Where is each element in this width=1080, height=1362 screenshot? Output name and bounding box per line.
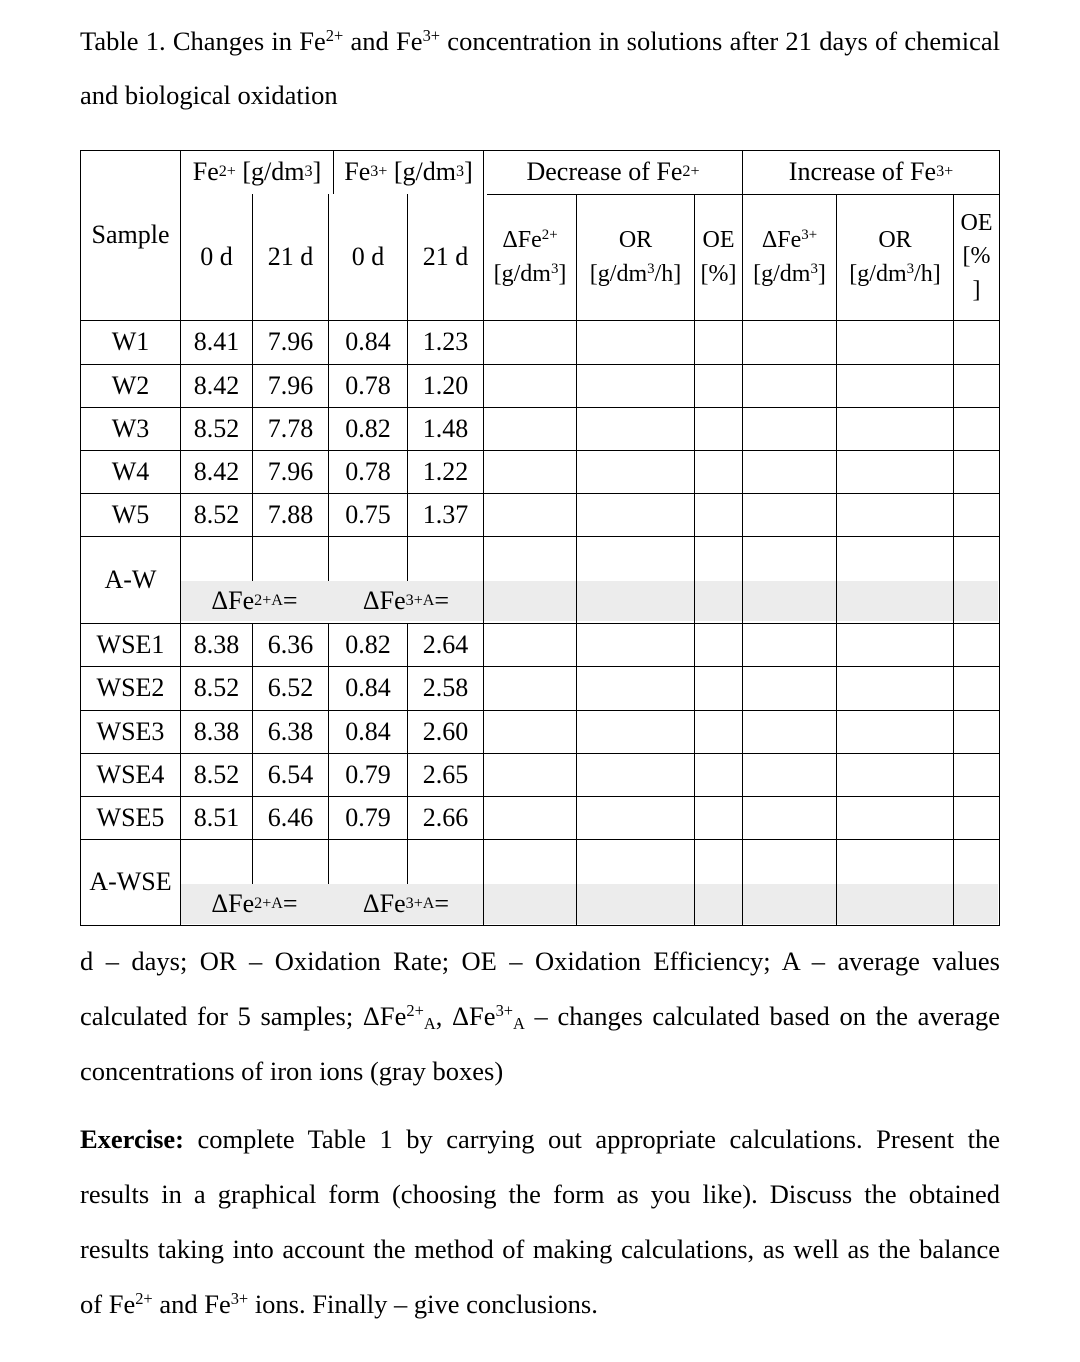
fe3-day21-value: 2.64 — [422, 629, 469, 659]
header-fe2-day0: 0 d — [200, 242, 233, 271]
fe2-day21-value: 7.88 — [267, 499, 314, 529]
fe3-day0-value: 0.79 — [345, 802, 391, 832]
header-oe-decrease: OE [%] — [700, 227, 737, 287]
exercise-paragraph: Exercise: complete Table 1 by carrying out appropriate calculations. Present the results in a graphical form (choosing the form as you like). Discuss the obtained results taking into account the method of making calculations, as well as the balance of $Fe^{2+}$ and $Fe^{3+}$ ions. Finally – give conclusions. — [80, 1124, 1000, 1319]
fe3-day21-value: 1.20 — [422, 370, 469, 400]
fe3-day0-value: 0.82 — [345, 413, 391, 443]
average-wse-delta-fe3: ΔFe 3+ A = — [362, 889, 450, 918]
fe2-day0-value: 8.52 — [193, 499, 240, 529]
fe3-day21-value: 2.66 — [422, 802, 469, 832]
fe2-day0-value: 8.52 — [193, 413, 240, 443]
average-w-label: A-W — [104, 564, 157, 594]
fe3-day0-value: 0.84 — [345, 716, 391, 746]
average-w-delta-fe2: ΔFe 2+ A = — [211, 586, 298, 615]
sample-label: WSE3 — [96, 716, 165, 746]
average-w-delta-fe3: ΔFe 3+ A = — [362, 586, 450, 615]
fe2-day21-value: 6.38 — [267, 716, 314, 746]
table-caption: Table 1. Changes in $Fe^{2+}$ and $Fe^{3+}$ concentration in solutions after 21 days of chemical and biological oxidation — [80, 25, 1001, 110]
sample-label: WSE5 — [96, 802, 165, 832]
sample-label: WSE4 — [96, 759, 165, 789]
fe3-day0-value: 0.78 — [345, 370, 391, 400]
fe2-day21-value: 6.54 — [267, 759, 314, 789]
header-or-decrease: OR $[g/dm^3/h]$ — [589, 227, 682, 287]
fe3-day21-value: 1.37 — [422, 499, 469, 529]
fe3-day21-value: 2.58 — [422, 673, 469, 702]
fe2-day21-value: 7.96 — [267, 456, 314, 486]
sample-label: W3 — [111, 413, 150, 443]
fe2-day0-value: 8.42 — [193, 456, 240, 486]
sample-label: W2 — [111, 370, 150, 400]
header-delta-fe2: ΔFe$^{2+}$ $[g/dm^3]$ — [493, 226, 567, 287]
fe2-day0-value: 8.52 — [193, 673, 240, 702]
fe2-day21-value: 6.36 — [267, 629, 314, 659]
fe2-day0-value: 8.38 — [193, 716, 240, 746]
average-wse-label: A-WSE — [89, 867, 172, 896]
fe2-day0-value: 8.51 — [193, 802, 240, 832]
sample-label: W4 — [111, 456, 150, 486]
fe3-day21-value: 2.65 — [422, 759, 469, 789]
fe3-day21-value: 2.60 — [422, 716, 469, 746]
fe2-day0-value: 8.42 — [193, 370, 240, 400]
fe2-day0-value: 8.38 — [193, 629, 240, 659]
table-notes: d – days; OR – Oxidation Rate; OE – Oxidation Efficiency; A – average values calculated for 5 samples; ΔFe$^{2+}_A$, ΔFe$^{3+}_A$ – changes calculated based on the average concentrations of iron ions (gray boxes) — [80, 946, 1000, 1086]
fe3-day0-value: 0.78 — [345, 456, 391, 486]
header-or-increase: OR $[g/dm^3/h]$ — [849, 227, 941, 287]
fe3-day21-value: 1.22 — [422, 456, 469, 486]
fe3-day21-value: 1.48 — [422, 413, 469, 443]
header-fe2-concentration: Fe 2+ [g/dm 3 ] — [192, 157, 322, 186]
header-fe3-concentration: Fe 3+ [g/dm 3 ] — [344, 157, 473, 186]
fe2-day0-value: 8.52 — [193, 759, 240, 789]
exercise-label: Exercise: — [80, 1124, 184, 1154]
fe3-day0-value: 0.79 — [345, 759, 391, 789]
fe3-day0-value: 0.75 — [345, 499, 391, 529]
fe2-day21-value: 7.96 — [267, 327, 314, 356]
header-fe2-day21: 21 d — [267, 242, 314, 271]
average-wse-delta-fe2: ΔFe 2+ A = — [211, 889, 298, 918]
fe2-day0-value: 8.41 — [193, 327, 240, 356]
sample-label: WSE2 — [96, 673, 165, 702]
fe3-day0-value: 0.84 — [345, 673, 391, 702]
fe3-day21-value: 1.23 — [422, 327, 469, 356]
fe3-day0-value: 0.84 — [345, 327, 391, 356]
fe2-day21-value: 7.78 — [267, 413, 314, 443]
header-increase-fe3: Increase of Fe 3+ — [788, 157, 954, 186]
header-fe3-day21: 21 d — [422, 242, 469, 271]
sample-label: W5 — [111, 499, 150, 529]
header-fe3-day0: 0 d — [351, 242, 385, 271]
header-decrease-fe2: Decrease of Fe 2+ — [526, 157, 700, 186]
fe2-day21-value: 6.52 — [267, 673, 314, 702]
sample-label: WSE1 — [96, 629, 165, 659]
sample-label: W1 — [111, 327, 150, 356]
fe2-day21-value: 7.96 — [267, 370, 314, 400]
fe3-day0-value: 0.82 — [345, 629, 391, 659]
header-sample: Sample — [91, 220, 170, 249]
fe2-day21-value: 6.46 — [267, 802, 314, 832]
header-oe-increase: OE [% ] — [960, 209, 993, 303]
header-delta-fe3: ΔFe$^{3+}$ $[g/dm^3]$ — [753, 226, 826, 287]
